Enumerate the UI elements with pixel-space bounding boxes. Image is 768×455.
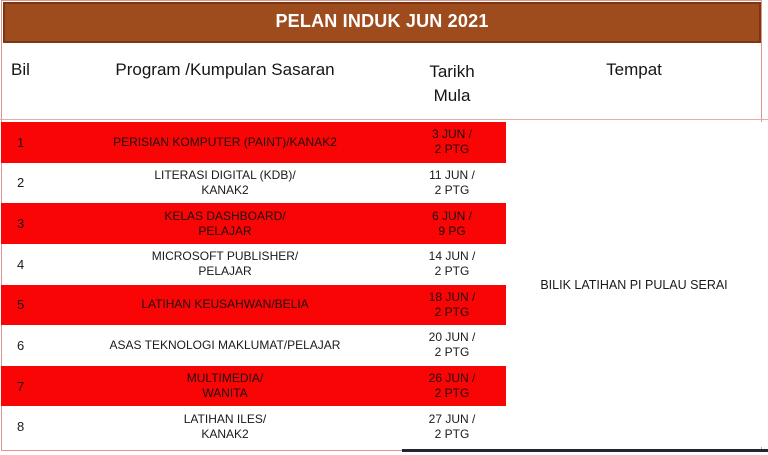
- row-program-line2: KANAK2: [201, 426, 249, 441]
- row-tarikh-line1: 26 JUN /: [428, 371, 476, 386]
- table-row-5: [1, 285, 506, 326]
- row-tarikh-line2: 9 PG: [438, 223, 466, 238]
- row-tarikh-line2: 2 PTG: [434, 345, 470, 360]
- tempat-merged-cell: [506, 122, 762, 447]
- row-program-line1: KELAS DASHBOARD/: [164, 208, 286, 223]
- bottom-accent-line: [402, 449, 768, 452]
- table-row-7: [1, 366, 506, 407]
- row-program: [52, 122, 398, 163]
- row-number: 7: [17, 378, 25, 394]
- row-tarikh-line1: 11 JUN /: [429, 167, 475, 182]
- row-tarikh-line1: 6 JUN /: [431, 208, 472, 223]
- row-program-line1: ASAS TEKNOLOGI MAKLUMAT/PELAJAR: [109, 337, 341, 352]
- row-program-line2: PELAJAR: [198, 264, 252, 279]
- row-program: [52, 366, 398, 407]
- row-tarikh: [398, 285, 506, 326]
- table-row-6: [1, 325, 506, 366]
- row-number: 1: [17, 134, 25, 150]
- title-banner: [3, 2, 761, 43]
- tempat-value: BILIK LATIHAN PI PULAU SERAI: [540, 277, 728, 292]
- column-header-program: Program /Kumpulan Sasaran: [115, 60, 335, 79]
- row-program: [52, 163, 398, 204]
- table-body: [1, 122, 506, 447]
- row-program: [52, 203, 398, 244]
- row-tarikh: [398, 163, 506, 204]
- row-tarikh-line1: 3 JUN /: [431, 127, 472, 142]
- page-title: PELAN INDUK JUN 2021: [275, 11, 489, 31]
- row-tarikh-line2: 2 PTG: [434, 386, 470, 401]
- column-header-tempat: Tempat: [606, 60, 662, 79]
- table-row-4: [1, 244, 506, 285]
- row-program: [52, 406, 398, 447]
- row-program: [52, 285, 398, 326]
- row-program: [52, 244, 398, 285]
- row-tarikh: [398, 203, 506, 244]
- column-header-bil: Bil: [11, 60, 30, 79]
- table-row-8: [1, 406, 506, 447]
- row-number: 4: [17, 256, 25, 272]
- row-tarikh-line2: 2 PTG: [434, 426, 470, 441]
- column-header-tarikh-line1: Tarikh: [429, 62, 475, 81]
- row-program-line2: WANITA: [202, 386, 248, 401]
- row-tarikh-line2: 2 PTG: [434, 182, 470, 197]
- row-tarikh-line1: 20 JUN /: [428, 330, 476, 345]
- row-tarikh-line2: 2 PTG: [434, 142, 470, 157]
- row-tarikh-line1: 18 JUN /: [428, 289, 476, 304]
- row-tarikh-line2: 2 PTG: [434, 304, 470, 319]
- header-divider: [0, 119, 768, 120]
- table-header-row: [1, 43, 762, 119]
- row-program-line2: PELAJAR: [198, 223, 252, 238]
- row-tarikh: [398, 366, 506, 407]
- row-tarikh-line1: 14 JUN /: [428, 249, 476, 264]
- row-program-line1: LITERASI DIGITAL (KDB)/: [154, 167, 296, 182]
- row-program-line1: MULTIMEDIA/: [186, 371, 264, 386]
- row-number: 3: [17, 216, 25, 232]
- row-number: 6: [17, 337, 25, 353]
- row-tarikh: [398, 406, 506, 447]
- row-tarikh: [398, 122, 506, 163]
- table-row-1: [1, 122, 506, 163]
- column-header-tarikh-line2: Mula: [433, 86, 471, 105]
- row-program-line1: MICROSOFT PUBLISHER/: [151, 249, 299, 264]
- row-program-line2: KANAK2: [201, 182, 249, 197]
- row-tarikh: [398, 244, 506, 285]
- row-program-line1: LATIHAN KEUSAHWAN/BELIA: [141, 297, 309, 312]
- column-header-tarikh: [398, 60, 506, 119]
- row-tarikh: [398, 325, 506, 366]
- row-tarikh-line1: 27 JUN /: [428, 411, 476, 426]
- row-number: 8: [17, 419, 25, 435]
- row-program-line1: LATIHAN ILES/: [183, 411, 267, 426]
- row-program: [52, 325, 398, 366]
- table-row-3: [1, 203, 506, 244]
- row-number: 5: [17, 297, 25, 313]
- table-row-2: [1, 163, 506, 204]
- row-number: 2: [17, 175, 25, 191]
- row-tarikh-line2: 2 PTG: [434, 264, 470, 279]
- row-program-line1: PERISIAN KOMPUTER (PAINT)/KANAK2: [113, 134, 337, 149]
